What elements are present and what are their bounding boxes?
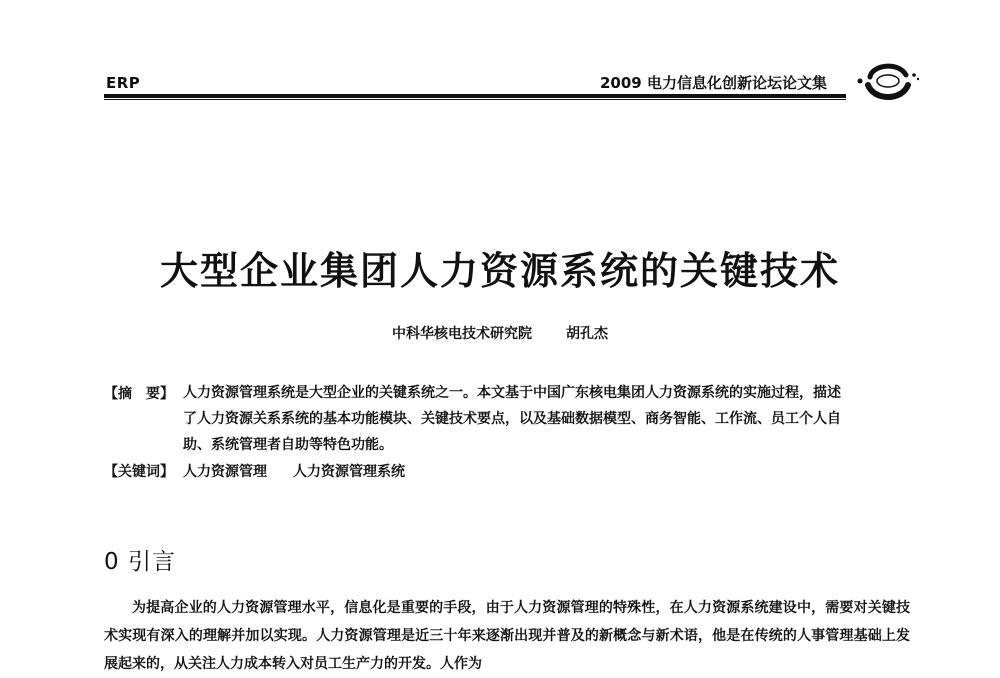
section-heading: 0 引言 xyxy=(104,549,176,575)
conference-logo-icon xyxy=(852,55,922,107)
header-rule-thin xyxy=(104,99,846,100)
running-header-left: ERP xyxy=(106,74,141,92)
keyword-item: 人力资源管理系统 xyxy=(293,464,405,480)
author-line xyxy=(0,323,1000,343)
author-affiliation: 中科华核电技术研究院 xyxy=(392,326,532,342)
paper-title: 大型企业集团人力资源系统的关键技术 xyxy=(159,249,840,293)
abstract-text: 人力资源管理系统是大型企业的关键系统之一。本文基于中国广东核电集团人力资源系统的实施过程，描述了人力资源关系系统的基本功能模块、关键技术要点，以及基础数据模型、商务智能、工作流、员工个人自助、系统管理者自助等特色功能。 xyxy=(183,385,841,453)
body-paragraph: 为提高企业的人力资源管理水平，信息化是重要的手段，由于人力资源管理的特殊性，在人力资源系统建设中，需要对关键技术实现有深入的理解并加以实现。人力资源管理是近三十年来逐渐出现并普及的新概念与新术语，他是在传统的人事管理基础上发展起来的，从关注人力成本转入对员工生产力的开发。人作为 xyxy=(104,600,910,672)
running-header-right: 2009 电力信息化创新论坛论文集 xyxy=(600,74,827,92)
keywords-label: 【关键词】 xyxy=(104,464,174,480)
header-rule-thick xyxy=(104,94,846,98)
keyword-item: 人力资源管理 xyxy=(183,464,267,480)
keywords-list xyxy=(183,461,405,481)
author-name: 胡孔杰 xyxy=(566,326,608,342)
abstract-label: 【摘 要】 xyxy=(104,386,174,402)
